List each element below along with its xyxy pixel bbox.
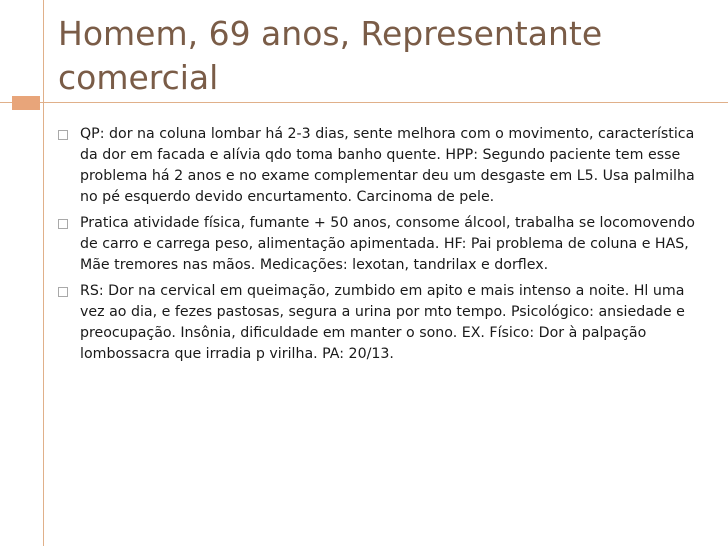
slide-title: Homem, 69 anos, Representante comercial [58, 14, 603, 97]
bullet-item-systems-review [54, 281, 704, 365]
square-bullet-icon [58, 219, 68, 229]
vertical-rule [43, 0, 44, 546]
bullet-text: Pratica atividade física, fumante + 50 anos, consome álcool, trabalha se locomovendo de carro e carrega peso, alimentação apimentada. HF: Pai problema de coluna e HAS, Mãe tremores nas mãos. Medicações: lexotan, tandrilax e dorflex. [80, 215, 695, 273]
bullet-text: RS: Dor na cervical em queimação, zumbido em apito e mais intenso a noite. Hl uma vez ao dia, e fezes pastosas, segura a urina por mto tempo. Psicológico: ansiedade e preocupação. Insônia, dificuldade em manter o sono. EX. Físico: Dor à palpação lombossacra que irradia p virilha. PA: 20/13. [80, 283, 685, 362]
bullet-text: QP: dor na coluna lombar há 2-3 dias, sente melhora com o movimento, característica da dor em facada e alívia qdo toma banho quente. HPP: Segundo paciente tem esse problema há 2 anos e no exame complementar deu um desgaste em L5. Usa palmilha no pé esquerdo devido encurtamento. Carcinoma de pele. [80, 126, 695, 205]
accent-block [12, 96, 40, 110]
bullet-item-habits-history [54, 213, 704, 276]
horizontal-rule [0, 102, 728, 103]
square-bullet-icon [58, 287, 68, 297]
bullet-item-chief-complaint [54, 124, 704, 208]
bullet-list [54, 124, 704, 370]
square-bullet-icon [58, 130, 68, 140]
